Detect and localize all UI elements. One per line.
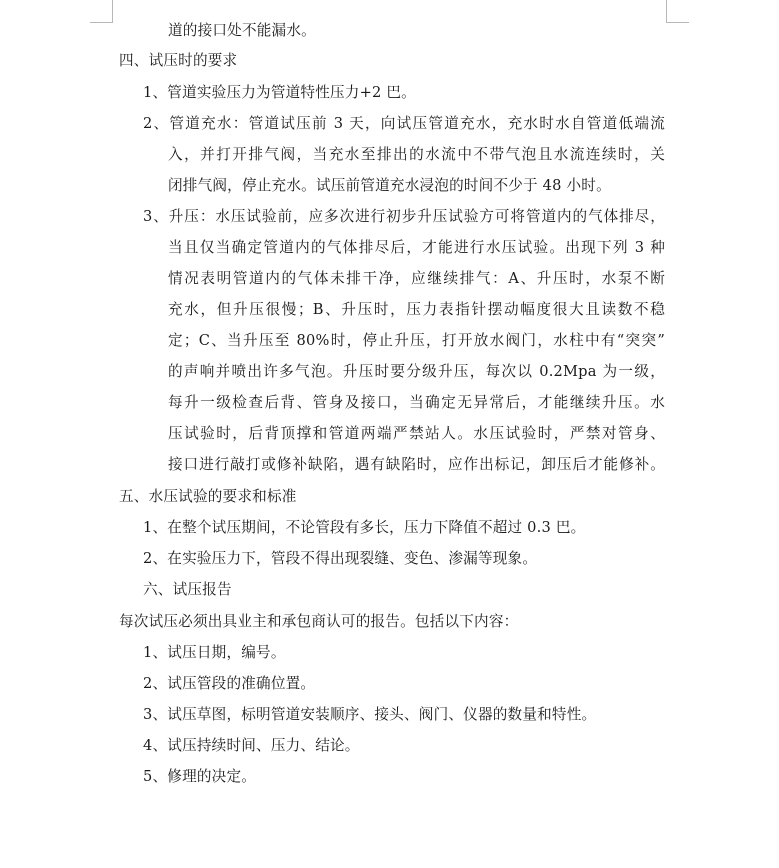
section-heading-4: 四、试压时的要求	[119, 52, 238, 69]
list-item-6-1: 1、试压日期，编号。	[143, 644, 286, 661]
list-item-4-3-line-1: 3、升压：水压试验前，应多次进行初步升压试验方可将管道内的气体排尽，	[143, 208, 665, 225]
list-item-4-3-line-3: 情况表明管道内的气体未排干净，应继续排气：A、升压时，水泵不断	[168, 270, 665, 287]
list-item-4-3-line-5: 定；C、当升压至 80%时，停止升压，打开放水阀门，水柱中有“突突”	[168, 332, 665, 349]
list-item-4-3-line-2: 当且仅当确定管道内的气体排尽后，才能进行水压试验。出现下列 3 种	[168, 239, 665, 256]
list-item-6-3: 3、试压草图，标明管道安装顺序、接头、阀门、仪器的数量和特性。	[143, 706, 597, 723]
list-item-4-3-line-4: 充水，但升压很慢；B、升压时，压力表指针摆动幅度很大且读数不稳	[168, 301, 665, 318]
list-item-5-2: 2、在实验压力下，管段不得出现裂缝、变色、渗漏等现象。	[143, 550, 538, 567]
list-item-4-2-line-3: 闭排气阀，停止充水。试压前管道充水浸泡的时间不少于 48 小时。	[168, 177, 611, 194]
list-item-4-2-line-2: 入，并打开排气阀，当充水至排出的水流中不带气泡且水流连续时，关	[168, 146, 665, 163]
list-item-5-1: 1、在整个试压期间，不论管段有多长，压力下降值不超过 0.3 巴。	[143, 519, 586, 536]
list-item-4-3-line-7: 每升一级检查后背、管身及接口，当确定无异常后，才能继续升压。水	[168, 394, 665, 411]
page-corner-mark-top-left	[90, 0, 113, 23]
section-heading-6: 六、试压报告	[143, 581, 232, 598]
paragraph-report-intro: 每次试压必须出具业主和承包商认可的报告。包括以下内容：	[119, 613, 519, 630]
list-item-6-4: 4、试压持续时间、压力、结论。	[143, 737, 360, 754]
list-item-6-5: 5、修理的决定。	[143, 768, 257, 785]
section-heading-5: 五、水压试验的要求和标准	[119, 488, 297, 505]
list-item-6-2: 2、试压管段的准确位置。	[143, 675, 316, 692]
list-item-4-3-line-8: 压试验时，后背顶撑和管道两端严禁站人。水压试验时，严禁对管身、	[168, 425, 665, 442]
list-item-4-2-line-1: 2、管道充水：管道试压前 3 天，向试压管道充水，充水时水自管道低端流	[143, 115, 665, 132]
text-line-continuation: 道的接口处不能漏水。	[168, 22, 316, 39]
list-item-4-3-line-6: 的声响并喷出许多气泡。升压时要分级升压，每次以 0.2Mpa 为一级，	[168, 363, 665, 380]
list-item-4-1: 1、管道实验压力为管道特性压力+2 巴。	[143, 84, 416, 101]
list-item-4-3-line-9: 接口进行敲打或修补缺陷，遇有缺陷时，应作出标记，卸压后才能修补。	[168, 456, 665, 473]
page-corner-mark-top-right	[666, 0, 689, 23]
